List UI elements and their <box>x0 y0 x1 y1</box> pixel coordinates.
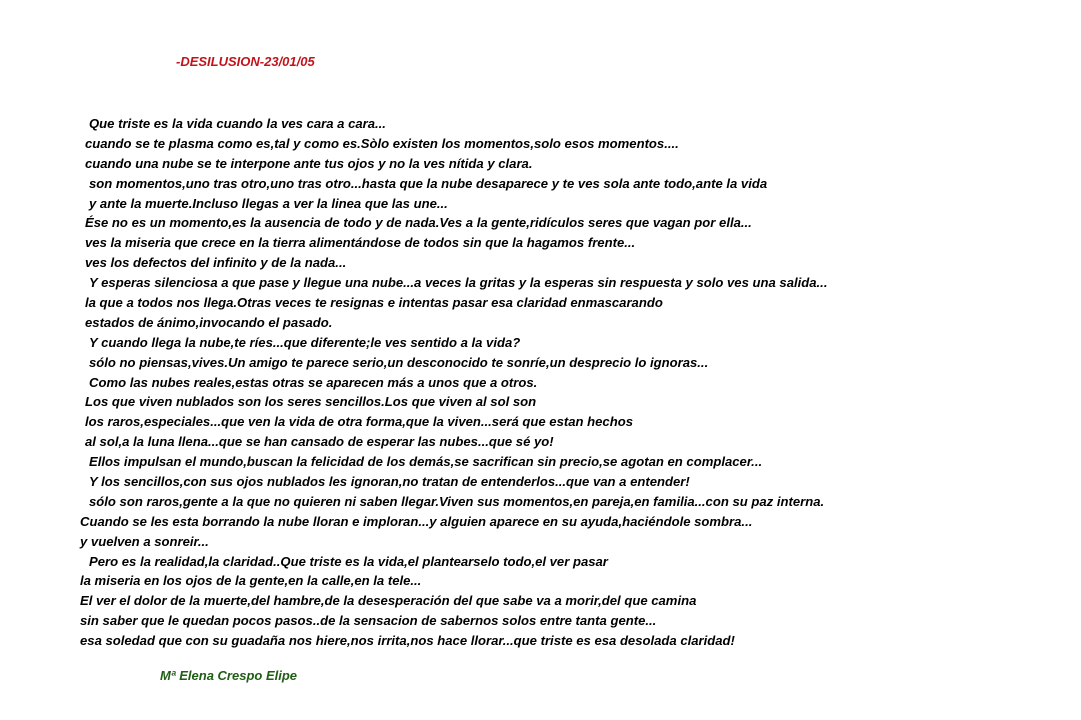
poem-line-text: Cuando se les esta borrando la nube lloran e imploran...y alguien aparece en su ayuda,haciéndole sombra... <box>80 513 753 529</box>
poem-line <box>0 452 1081 472</box>
poem-line-text: cuando se te plasma como es,tal y como es.Sòlo existen los momentos,solo esos momentos.... <box>85 135 679 151</box>
poem-line-text: Que triste es la vida cuando la ves cara a cara... <box>89 116 386 131</box>
poem-line <box>0 432 1081 452</box>
poem-line-text: la que a todos nos llega.Otras veces te resignas e intentas pasar esa claridad enmascarando <box>85 295 663 311</box>
poem-title: -DESILUSION-23/01/05 <box>176 54 315 69</box>
poem-line-text: Los que viven nublados son los seres sencillos.Los que viven al sol son <box>85 394 537 410</box>
poem-author: Mª Elena Crespo Elipe <box>160 668 298 683</box>
poem-line-text: son momentos,uno tras otro,uno tras otro...hasta que la nube desaparece y te ves sola ante todo,ante la vida <box>89 175 768 191</box>
poem-line-text: y ante la muerte.Incluso llegas a ver la linea que las une... <box>89 195 448 211</box>
poem-line <box>0 253 1081 273</box>
poem-line <box>0 114 1081 134</box>
poem-line <box>0 194 1081 214</box>
poem-line <box>0 631 1081 651</box>
poem-line-text: Ellos impulsan el mundo,buscan la felicidad de los demás,se sacrifican sin precio,se agotan en complacer... <box>89 454 763 470</box>
poem-line-text: ves los defectos del infinito y de la nada... <box>85 255 347 271</box>
poem-line <box>0 552 1081 572</box>
poem-line-text: El ver el dolor de la muerte,del hambre,de la desesperación del que sabe va a morir,del que camina <box>80 593 697 609</box>
poem-line-text: Pero es la realidad,la claridad..Que triste es la vida,el plantearselo todo,el ver pasar <box>89 553 608 569</box>
poem-line-text: sin saber que le quedan pocos pasos..de la sensacion de sabernos solos entre tanta gente... <box>80 613 657 629</box>
poem-line <box>0 273 1081 293</box>
poem-line <box>0 571 1081 591</box>
poem-line <box>0 412 1081 432</box>
poem-line <box>0 213 1081 233</box>
poem-line <box>0 591 1081 611</box>
poem-line-text: estados de ánimo,invocando el pasado. <box>85 314 333 330</box>
poem-line <box>0 512 1081 532</box>
poem-line <box>0 174 1081 194</box>
poem-line <box>0 333 1081 353</box>
poem-line <box>0 532 1081 552</box>
poem-line <box>0 293 1081 313</box>
poem-line-text: Y cuando llega la nube,te ríes...que diferente;le ves sentido a la vida? <box>89 334 521 350</box>
poem-line <box>0 233 1081 253</box>
poem-line <box>0 353 1081 373</box>
poem-line-text: Ése no es un momento,es la ausencia de todo y de nada.Ves a la gente,ridículos seres que vagan por ella... <box>85 215 752 231</box>
poem-body <box>0 114 1081 651</box>
poem-line-text: los raros,especiales...que ven la vida de otra forma,que la viven...será que estan hechos <box>85 414 633 430</box>
poem-line-text: cuando una nube se te interpone ante tus ojos y no la ves nítida y clara. <box>85 155 533 171</box>
poem-line-text: ves la miseria que crece en la tierra alimentándose de todos sin que la hagamos frente... <box>85 235 636 251</box>
poem-line-text: la miseria en los ojos de la gente,en la calle,en la tele... <box>80 573 422 589</box>
poem-line-text: y vuelven a sonreir... <box>80 533 209 549</box>
poem-line-text: sólo son raros,gente a la que no quieren ni saben llegar.Viven sus momentos,en pareja,en familia...con su paz interna. <box>89 493 825 509</box>
poem-line <box>0 492 1081 512</box>
poem-line <box>0 392 1081 412</box>
poem-line <box>0 134 1081 154</box>
poem-line <box>0 472 1081 492</box>
poem-line-text: al sol,a la luna llena...que se han cansado de esperar las nubes...que sé yo! <box>85 434 554 450</box>
poem-line <box>0 611 1081 631</box>
poem-line-text: Como las nubes reales,estas otras se aparecen más a unos que a otros. <box>89 374 538 390</box>
poem-line <box>0 313 1081 333</box>
poem-line <box>0 154 1081 174</box>
poem-line-text: esa soledad que con su guadaña nos hiere,nos irrita,nos hace llorar...que triste es esa desolada claridad! <box>80 633 735 649</box>
poem-line-text: sólo no piensas,vives.Un amigo te parece serio,un desconocido te sonríe,un desprecio lo ignoras... <box>89 354 709 370</box>
poem-line <box>0 373 1081 393</box>
poem-line-text: Y los sencillos,con sus ojos nublados les ignoran,no tratan de entenderlos...que van a entender! <box>89 474 690 490</box>
poem-line-text: Y esperas silenciosa a que pase y llegue una nube...a veces la gritas y la esperas sin respuesta y solo ves una salida... <box>89 275 828 291</box>
